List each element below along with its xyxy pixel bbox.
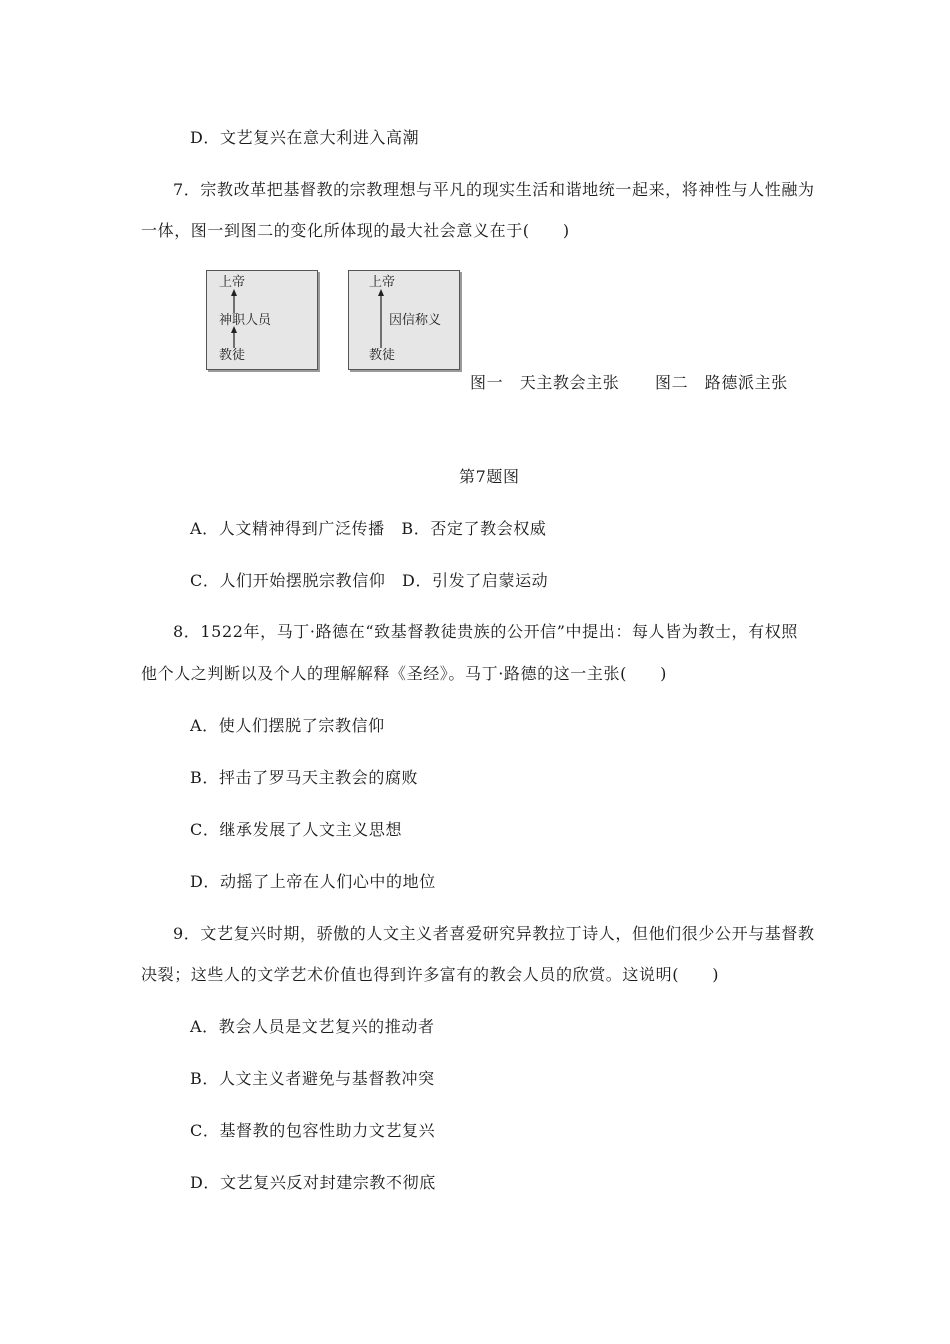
- figure1-bottom-label: 教徒: [219, 348, 246, 363]
- q7-options-line2: C．人们开始摆脱宗教信仰 D．引发了启蒙运动: [190, 571, 549, 590]
- q8-stem-line1: 8．1522年，马丁·路德在“致基督教徒贵族的公开信”中提出：每人皆为教士，有权照: [173, 622, 798, 641]
- q7-stem-line1: 7．宗教改革把基督教的宗教理想与平凡的现实生活和谐地统一起来，将神性与人性融为: [173, 180, 815, 199]
- figure2-bottom-label: 教徒: [369, 348, 396, 363]
- q8-option-a: A．使人们摆脱了宗教信仰: [190, 716, 385, 735]
- q7-figure-title: 第7题图: [459, 467, 520, 486]
- q9-option-c: C．基督教的包容性助力文艺复兴: [190, 1121, 436, 1140]
- q8-option-c: C．继承发展了人文主义思想: [190, 820, 403, 839]
- q7-options-line1: A．人文精神得到广泛传播 B．否定了教会权威: [190, 519, 547, 538]
- q9-option-a: A．教会人员是文艺复兴的推动者: [190, 1017, 435, 1036]
- figure1-diagram: [206, 270, 318, 370]
- figure2-caption: 图二 路德派主张: [655, 373, 788, 392]
- q6-option-d: D．文艺复兴在意大利进入高潮: [190, 128, 420, 147]
- q8-stem-line2: 他个人之判断以及个人的理解解释《圣经》。马丁·路德的这一主张( ): [141, 664, 667, 683]
- figure2-top-label: 上帝: [369, 275, 396, 290]
- figure1-top-label: 上帝: [219, 275, 246, 290]
- q9-option-d: D．文艺复兴反对封建宗教不彻底: [190, 1173, 436, 1192]
- figure1-caption: 图一 天主教会主张: [470, 373, 620, 392]
- q9-stem-line2: 决裂；这些人的文学艺术价值也得到许多富有的教会人员的欣赏。这说明( ): [141, 965, 720, 984]
- q8-option-b: B．抨击了罗马天主教会的腐败: [190, 768, 419, 787]
- q9-option-b: B．人文主义者避免与基督教冲突: [190, 1069, 435, 1088]
- q8-option-d: D．动摇了上帝在人们心中的地位: [190, 872, 436, 891]
- q7-stem-line2: 一体，图一到图二的变化所体现的最大社会意义在于( ): [141, 221, 570, 240]
- figure2-diagram: [348, 270, 460, 370]
- figure1-middle-label: 神职人员: [219, 313, 272, 328]
- q9-stem-line1: 9．文艺复兴时期，骄傲的人文主义者喜爱研究异教拉丁诗人，但他们很少公开与基督教: [173, 924, 815, 943]
- figure2-middle-label: 因信称义: [389, 313, 442, 328]
